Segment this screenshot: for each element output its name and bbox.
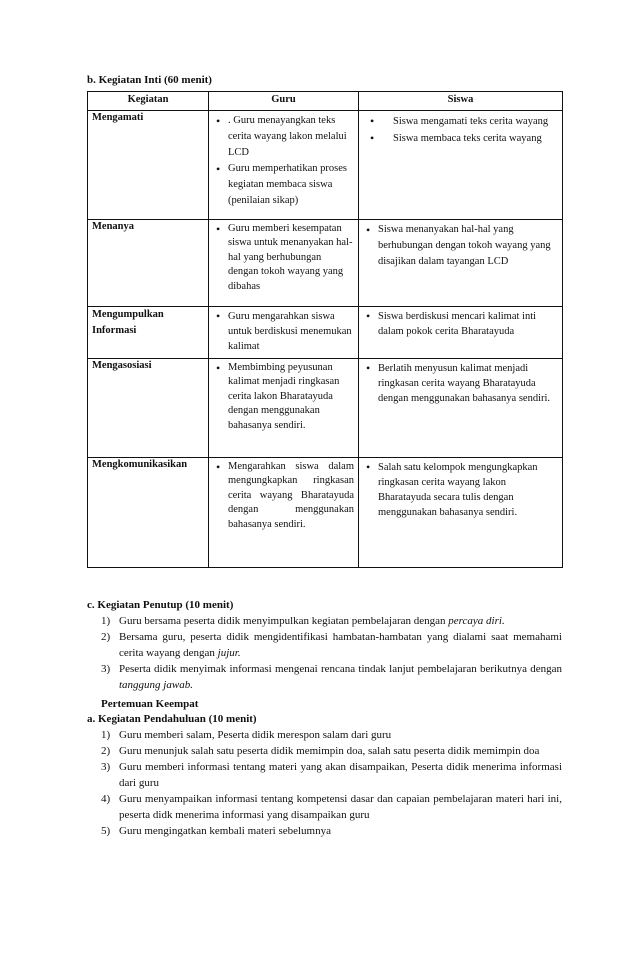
list-item: • Guru memperhatikan proses kegiatan membaca siswa (penilaian sikap) [228,161,354,209]
table-header-row [88,92,563,111]
pendahuluan-list [101,727,562,839]
header-kegiatan: Kegiatan [88,92,209,111]
siswa-cell [359,220,563,307]
table-row [88,111,563,220]
siswa-cell [359,458,563,568]
section-c-title: c. Kegiatan Penutup (10 menit) [87,599,234,611]
pertemuan-title: Pertemuan Keempat [101,698,199,710]
guru-cell [209,359,359,458]
list-item: 5) Guru mengingatkan kembali materi sebelumnya [101,825,331,837]
header-guru: Guru [209,92,359,111]
kegiatan-inti-table [87,91,563,568]
list-item: 3) Guru memberi informasi tentang materi yang akan disampaikan, Peserta didik menerima informasi dari guru [101,761,562,789]
guru-cell [209,220,359,307]
list-item: • Guru mengarahkan siswa untuk berdiskusi menemukan kalimat [228,309,354,354]
header-siswa: Siswa [359,92,563,111]
activity-cell: Mengasosiasi [88,359,209,458]
penutup-list [101,613,562,693]
list-item: • Siswa menanyakan hal-hal yang berhubungan dengan tokoh wayang yang disajikan dalam tayangan LCD [378,222,558,270]
guru-cell [209,307,359,359]
list-item: • . Guru menayangkan teks cerita wayang lakon melalui LCD [228,113,354,161]
list-item: • Salah satu kelompok mengungkapkan ringkasan cerita wayang lakon Bharatayuda secara tulis dengan menggunakan bahasanya sendiri. [378,460,558,520]
list-item: • Mengarahkan siswa dalam mengungkapkan ringkasan cerita wayang Bharatayuda dengan menggunakan bahasanya sendiri. [228,460,354,532]
list-item: • Berlatih menyusun kalimat menjadi ringkasan cerita wayang Bharatayuda dengan menggunakan bahasanya sendiri. [378,361,558,406]
activity-cell: Mengumpulkan Informasi [88,307,209,359]
guru-cell [209,458,359,568]
table-row [88,458,563,568]
list-item: 2) Guru menunjuk salah satu peserta didik memimpin doa, salah satu peserta didik memimpin doa [101,745,540,757]
list-item: • Siswa berdiskusi mencari kalimat inti dalam pokok cerita Bharatayuda [378,309,558,339]
list-item: 1) Guru memberi salam, Peserta didik merespon salam dari guru [101,729,392,741]
list-item: 4) Guru menyampaikan informasi tentang kompetensi dasar dan capaian pembelajaran materi hari ini, peserta didk menerima informasi yang disampaikan guru [101,793,562,821]
section-a-title: a. Kegiatan Pendahuluan (10 menit) [87,713,257,725]
list-item: 1) Guru bersama peserta didik menyimpulkan kegiatan pembelajaran dengan percaya diri. [101,615,505,627]
list-item: • Membimbing peyusunan kalimat menjadi ringkasan cerita lakon Bharatayuda dengan menggunakan bahasanya sendiri. [228,361,354,433]
section-b-title: b. Kegiatan Inti (60 menit) [87,74,212,86]
siswa-cell [359,111,563,220]
list-item: • Siswa mengamati teks cerita wayang [393,113,558,130]
table-row [88,220,563,307]
guru-cell [209,111,359,220]
list-item: • Guru memberi kesempatan siswa untuk menanyakan hal-hal yang berhubungan dengan tokoh wayang yang dibahas [228,222,354,294]
list-item: 2) Bersama guru, peserta didik mengidentifikasi hambatan-hambatan yang dialami saat memahami cerita wayang dengan jujur. [101,631,562,659]
activity-cell: Mengkomunikasikan [88,458,209,568]
list-item: • Siswa membaca teks cerita wayang [393,130,558,147]
table-row [88,307,563,359]
activity-cell: Menanya [88,220,209,307]
siswa-cell [359,359,563,458]
activity-cell: Mengamati [88,111,209,220]
list-item: 3) Peserta didik menyimak informasi mengenai rencana tindak lanjut pembelajaran berikutnya dengan tanggung jawab. [101,663,562,691]
table-row [88,359,563,458]
siswa-cell [359,307,563,359]
